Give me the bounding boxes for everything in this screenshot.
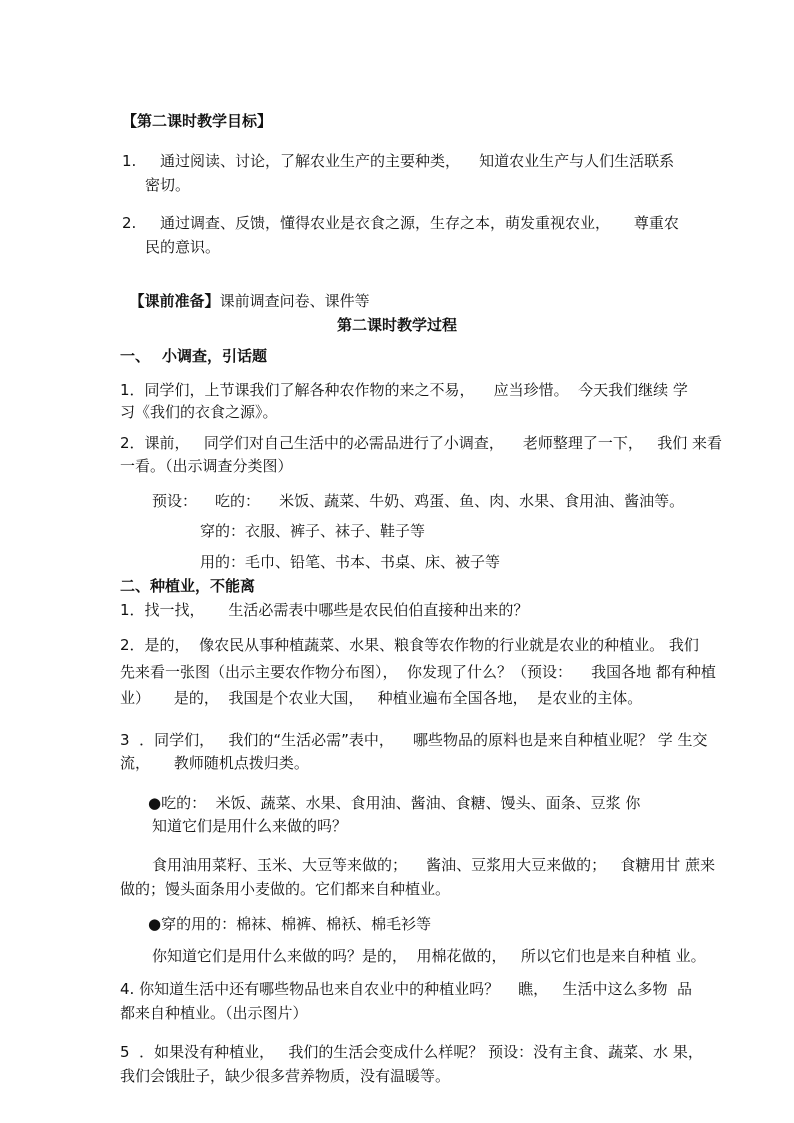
section2-p5-line2: 我们会饿肚子，缺少很多营养物质，没有温暖等。 bbox=[120, 1067, 451, 1085]
objective-1-number: 1. bbox=[122, 152, 137, 170]
section1-p1-line1: 1．同学们，上节课我们了解各种农作物的来之不易， 应当珍惜。 今天我们继续 学 bbox=[120, 381, 688, 399]
section2-wear: ●穿的用的：棉袜、棉裤、棉袄、棉毛衫等 bbox=[148, 915, 432, 933]
section1-number: 一、 bbox=[120, 347, 151, 365]
section2-p2-line3: 业） 是的， 我国是个农业大国， 种植业遍布全国各地， 是农业的主体。 bbox=[120, 689, 643, 707]
section2-p3-line2: 流， 教师随机点拨归类。 bbox=[120, 754, 309, 772]
preparation-label: 【课前准备】 bbox=[129, 292, 220, 310]
section1-p1-line2: 习《我们的衣食之源》。 bbox=[120, 403, 278, 421]
section2-eat-answer-line2: 做的；馒头面条用小麦做的。它们都来自种植业。 bbox=[120, 880, 451, 898]
objectives-heading: 【第二课时教学目标】 bbox=[122, 112, 273, 130]
section2-eat-answer-line1: 食用油用菜籽、玉米、大豆等来做的； 酱油、豆浆用大豆来做的； 食糖用甘 蔗来 bbox=[152, 856, 716, 874]
section1-p2-line1: 2．课前， 同学们对自己生活中的必需品进行了小调查， 老师整理了一下， 我们 来看 bbox=[120, 434, 722, 452]
section2-p4-line2: 都来自种植业。（出示图片） bbox=[120, 1004, 308, 1022]
section2-heading: 二、种植业，不能离 bbox=[120, 577, 256, 595]
objective-2-line2: 民的意识。 bbox=[145, 238, 221, 256]
objective-1-line1: 通过阅读、讨论，了解农业生产的主要种类， 知道农业生产与人们生活联系 bbox=[160, 152, 675, 170]
section2-p4-line1: 4. 你知道生活中还有哪些物品也来自农业中的种植业吗？ 瞧， 生活中这么多物 品 bbox=[120, 980, 692, 998]
preparation-line bbox=[120, 271, 370, 311]
section1-p2-line2: 一看。（出示调查分类图） bbox=[120, 457, 293, 475]
section2-eat-line2: 知道它们是用什么来做的吗？ bbox=[152, 817, 348, 835]
preset-use: 用的：毛巾、铅笔、书本、书桌、床、被子等 bbox=[200, 553, 501, 571]
objective-2-line1: 通过调查、反馈，懂得农业是衣食之源，生存之本，萌发重视农业， 尊重农 bbox=[160, 214, 679, 232]
section2-p3-line1: 3 ．同学们， 我们的“生活必需”表中， 哪些物品的原料也是来自种植业呢？ 学 生交 bbox=[120, 731, 708, 749]
objective-2-number: 2. bbox=[122, 214, 137, 232]
preset-wear: 穿的：衣服、裤子、袜子、鞋子等 bbox=[200, 522, 426, 540]
section2-p1: 1．找一找， 生活必需表中哪些是农民伯伯直接种出来的？ bbox=[120, 601, 529, 619]
process-title: 第二课时教学过程 bbox=[336, 316, 457, 334]
objective-1-line2: 密切。 bbox=[145, 176, 191, 194]
section2-wear-answer: 你知道它们是用什么来做的吗？是的， 用棉花做的， 所以它们也是来自种植 业。 bbox=[152, 947, 706, 965]
section1-title: 小调查，引话题 bbox=[162, 347, 268, 365]
preset-label: 预设： bbox=[152, 492, 198, 510]
preset-eat: 吃的： 米饭、蔬菜、牛奶、鸡蛋、鱼、肉、水果、食用油、酱油等。 bbox=[215, 492, 685, 510]
preparation-text: 课前调查问卷、课件等 bbox=[219, 292, 370, 310]
section2-p2-line1: 2．是的， 像农民从事种植蔬菜、水果、粮食等农作物的行业就是农业的种植业。 我们 bbox=[120, 636, 699, 654]
section2-eat-line1: ●吃的： 米饭、蔬菜、水果、食用油、酱油、食糖、馒头、面条、豆浆 你 bbox=[148, 794, 641, 812]
section2-p2-line2: 先来看一张图（出示主要农作物分布图）， 你发现了什么？（预设： 我国各地 都有种植 bbox=[120, 663, 716, 681]
section2-p5-line1: 5 ．如果没有种植业， 我们的生活会变成什么样呢？ 预设：没有主食、蔬菜、水 果， bbox=[120, 1043, 703, 1061]
